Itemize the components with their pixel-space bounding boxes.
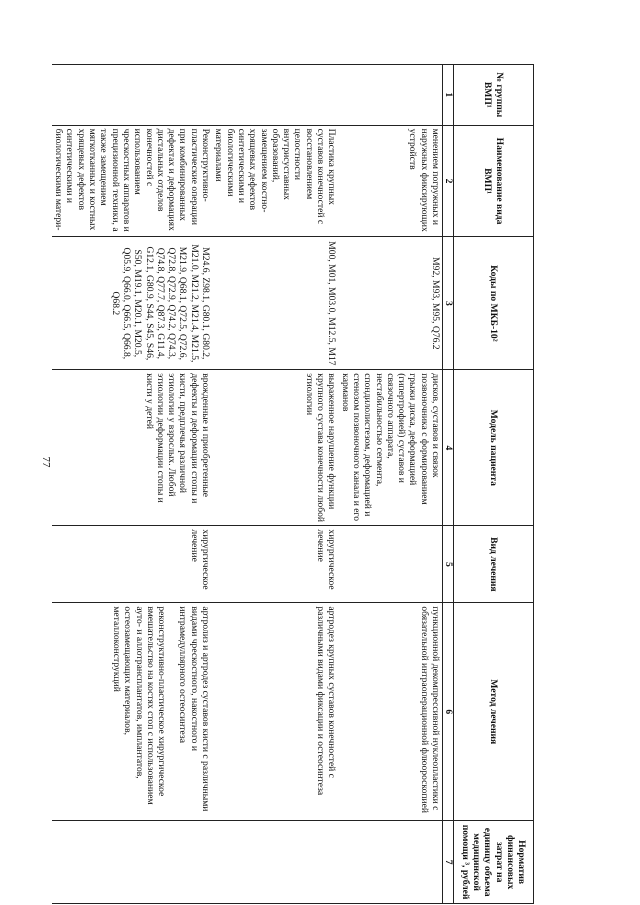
treatment-method-cell	[52, 603, 212, 821]
column-index: 6	[443, 603, 454, 821]
vmp-table	[52, 64, 534, 904]
treatment-method-text: артролиз и артродез суставов кисти с различными видами чрескостного, накостного и интрамедуллярного остеосинтеза	[177, 606, 212, 812]
header-cost-norm: Норматив финансовых затрат на единицу объема медицинской помощи ³, рублей	[454, 821, 534, 904]
icd-codes-cell: M00, M01, M03.0, M12.5, M17	[212, 237, 338, 370]
treatment-method-text: реконструктивно-пластическое хирургическое вмешательство на костях стоп с использованием ауто- и аллотрансплантатов, имплантатов, остеозамещающих материалов, металлоконструкций	[110, 606, 168, 805]
column-index-row	[443, 65, 454, 904]
patient-model-cell: врожденные и приобретенные дефекты и деформации стопы и кисти, предплечья различной этиологии у взрослых. Любой этиологии деформации стопы и кисти у детей	[52, 370, 212, 526]
icd-codes-cell: M24.6, Z98.1, G80.1, G80.2, M21.0, M21.2, M21.4, M21.5, M21.9, Q68.1, Q72.5, Q72.6, Q72.8, Q72.9, Q74.2, Q74.3, Q74.8, Q77.7, Q87.3, G11.4, G12.1, G80.9, S44, S45, S46, S50, M19.1, M20.1, M20.5, Q05.9, Q66.0, Q66.5, Q66.8, Q68.2	[52, 237, 212, 370]
rotated-table-sheet	[53, 64, 534, 904]
treatment-type-cell	[338, 526, 442, 603]
treatment-method-cell: артродез крупных суставов конечностей с различными видами фиксации и остеосинтеза	[212, 603, 338, 821]
icd-codes-cell: M92, M93, M95, Q76.2	[338, 237, 442, 370]
treatment-method-cell: пункционной декомпрессивной нуклеопластики с обязательной интраоперационной флюороскопией	[338, 603, 442, 821]
column-index: 2	[443, 125, 454, 237]
header-patient-model: Модель пациента	[454, 370, 534, 526]
table-row	[52, 65, 212, 904]
page-number: 77	[40, 456, 52, 468]
column-index: 4	[443, 370, 454, 526]
column-index: 1	[443, 65, 454, 126]
treatment-type-cell: хирургическое лечение	[212, 526, 338, 603]
patient-model-cell: выраженное нарушение функции крупного сустава конечности любой этиологии	[212, 370, 338, 526]
vmp-name-cell: Реконструктивно-пластические операции при комбинированных дефектах и деформациях дистальных отделов конечностей с использованием чрескостных аппаратов и прецизионной техники, а также замещением мягкотканных и костных хрящевых дефектов синтетическими и биологическими матери-	[52, 125, 212, 237]
header-treatment-method: Метод лечения	[454, 603, 534, 821]
column-index: 7	[443, 821, 454, 904]
group-number-cell	[212, 65, 338, 126]
patient-model-cell: дисков, суставов и связок позвоночника с формированием грыжи диска, деформацией (гипертрофией) суставов и связочного аппарата, нестабильностью сегмента, спондилолистезом, деформацией и стенозом позвоночного канала и его карманов	[338, 370, 442, 526]
cost-norm-cell	[338, 821, 442, 904]
cost-norm-cell	[212, 821, 338, 904]
column-index: 3	[443, 237, 454, 370]
header-row	[454, 65, 534, 904]
table-row	[212, 65, 338, 904]
group-number-cell	[52, 65, 212, 126]
group-number-cell	[338, 65, 442, 126]
table-row	[338, 65, 442, 904]
header-vmp-name: Наименование вида ВМП¹	[454, 125, 534, 237]
header-treatment-type: Вид лечения	[454, 526, 534, 603]
cost-norm-cell	[52, 821, 212, 904]
header-icd-codes: Коды по МКБ-10²	[454, 237, 534, 370]
treatment-type-cell: хирургическое лечение	[52, 526, 212, 603]
column-index: 5	[443, 526, 454, 603]
vmp-name-cell: Пластика крупных суставов конечностей с восстановлением целостности внутрисуставных образований, замещением костно-хрящевых дефектов синтетическими и биологическими материалами	[212, 125, 338, 237]
header-group-number: № группы ВМП¹	[454, 65, 534, 126]
vmp-name-cell: менением погружных и наружных фиксирующих устройств	[338, 125, 442, 237]
